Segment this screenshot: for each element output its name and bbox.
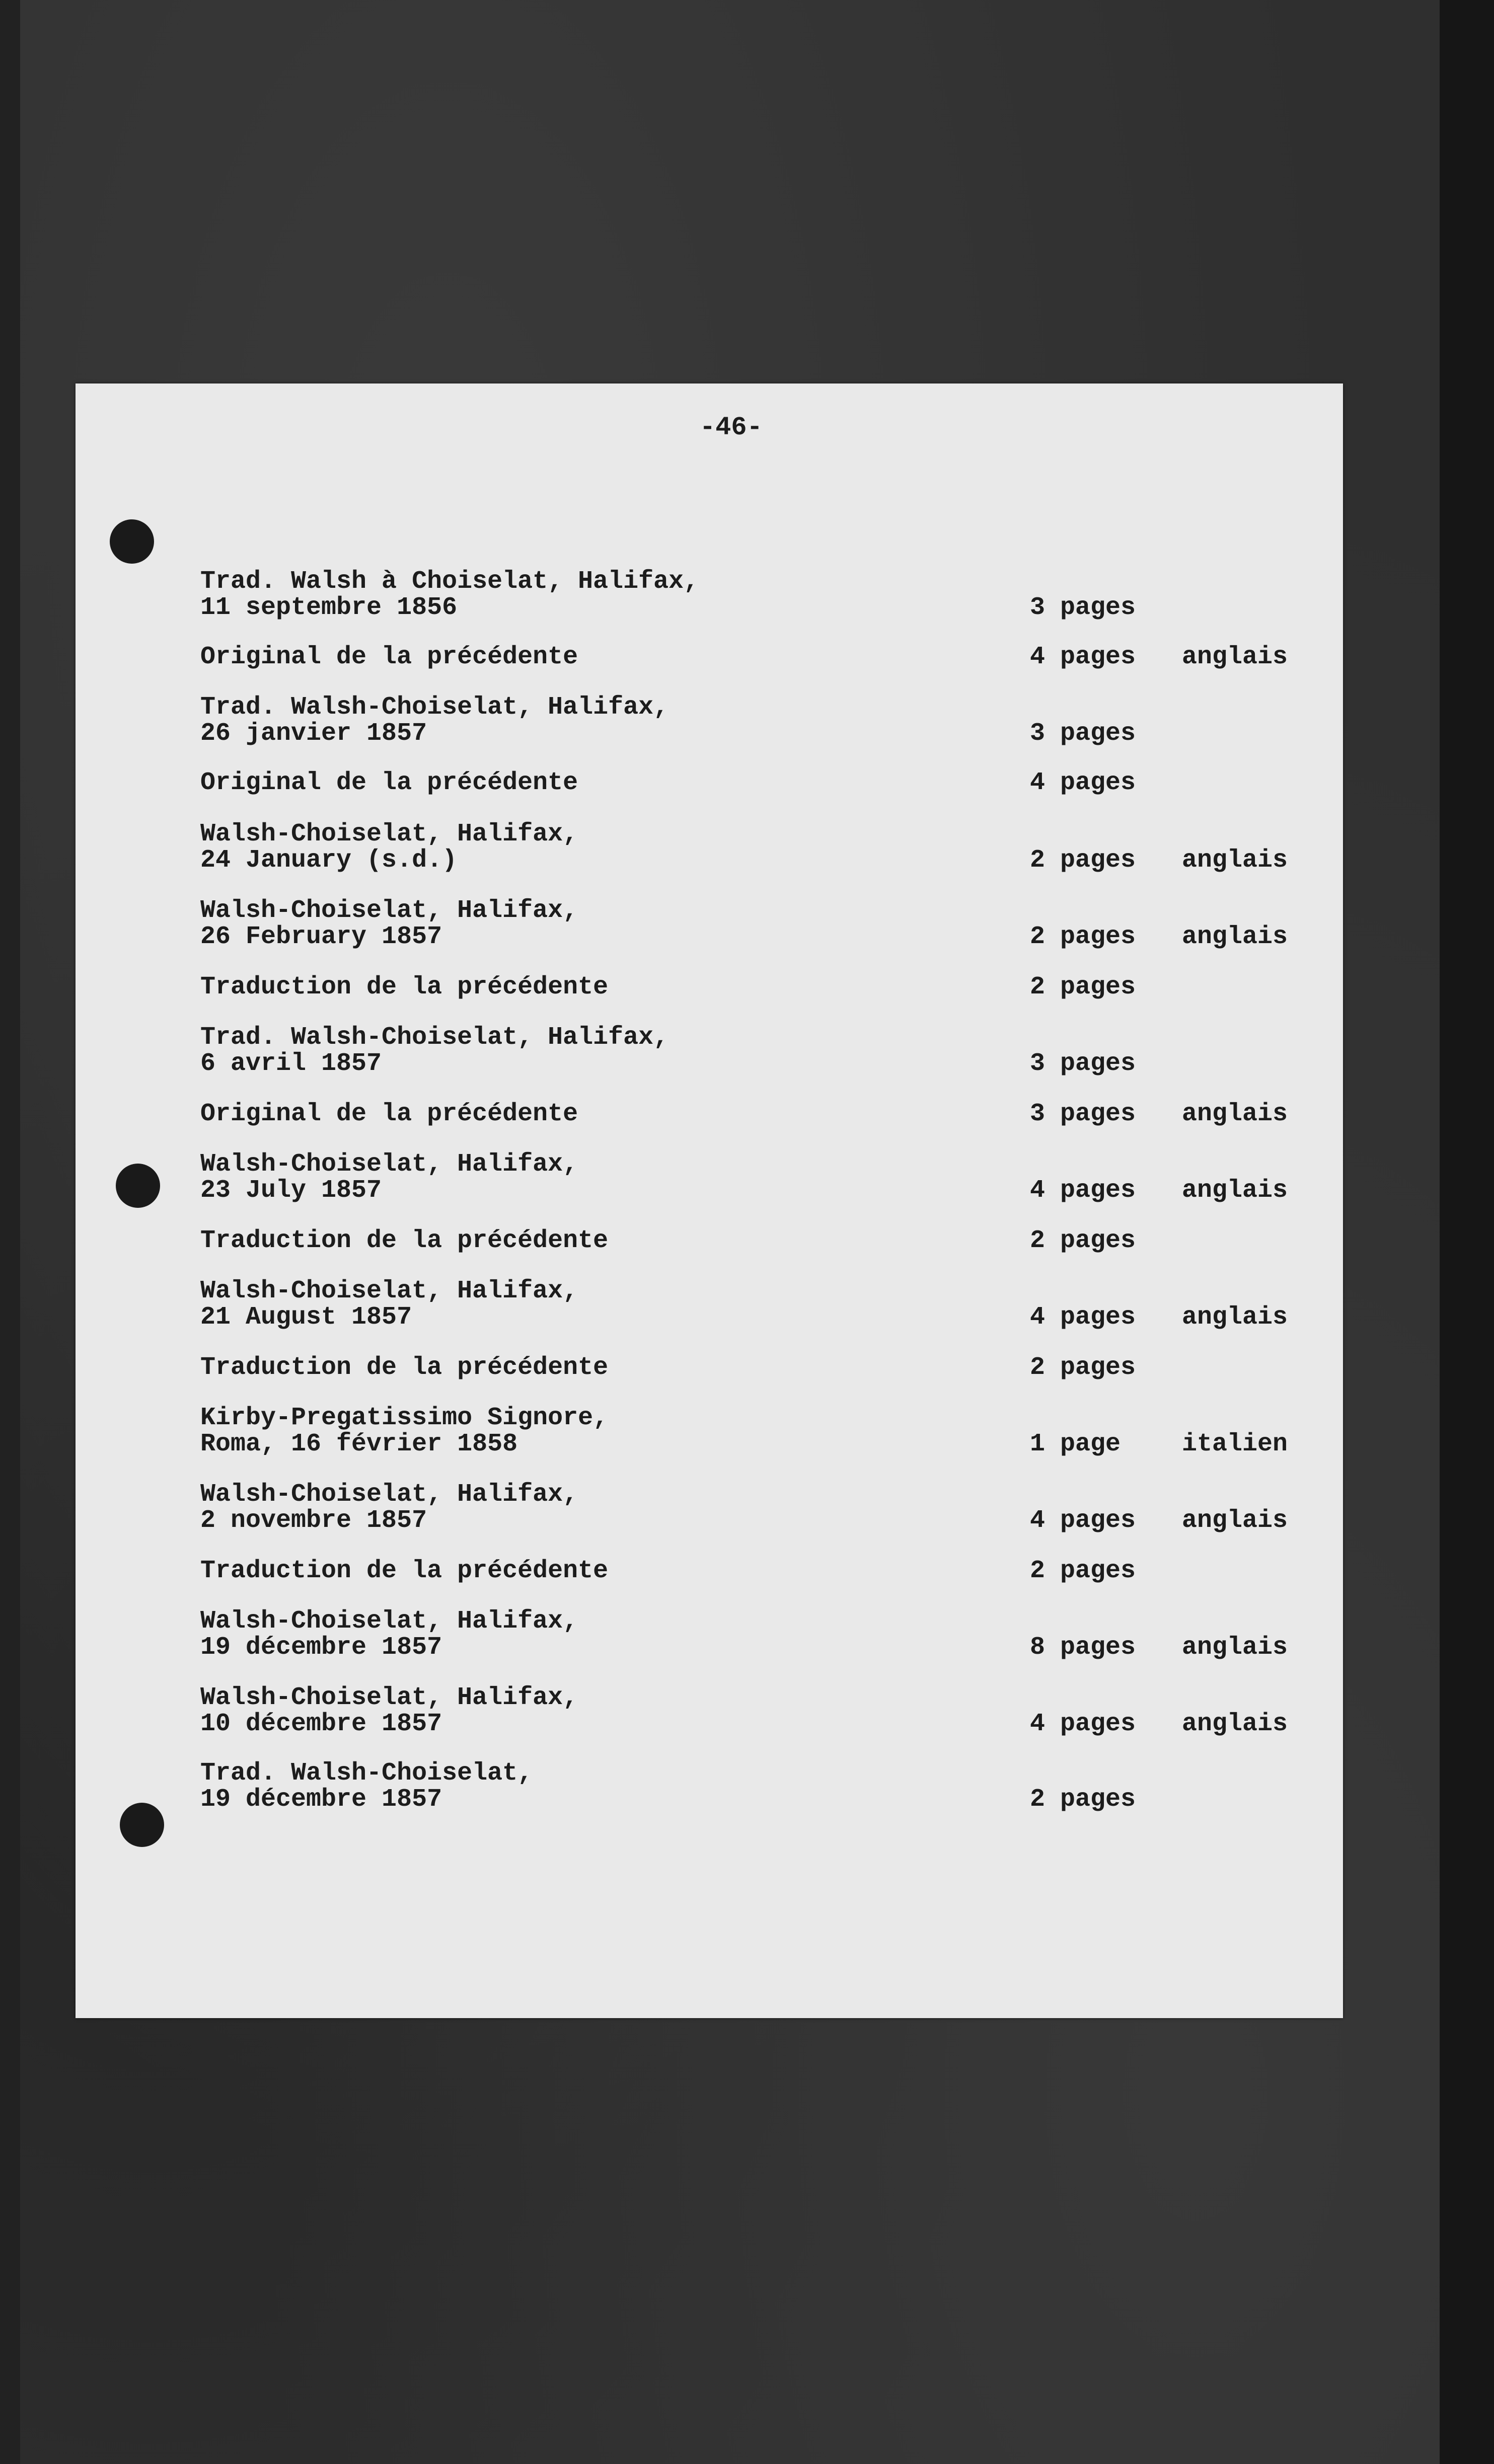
entry-pages: 2 pages — [1030, 973, 1136, 1002]
entry-language: anglais — [1182, 1506, 1288, 1535]
entry-pages: 4 pages — [1030, 1176, 1136, 1205]
entry-pages: 4 pages — [1030, 1710, 1136, 1738]
entry-pages: 2 pages — [1030, 1785, 1136, 1814]
entry-description: Trad. Walsh à Choiselat, Halifax, 11 septembre 1856 — [200, 567, 699, 622]
entry-language: anglais — [1182, 922, 1288, 951]
document-page — [76, 383, 1343, 2018]
entry-pages: 3 pages — [1030, 719, 1136, 748]
entry-description: Walsh-Choiselat, Halifax, 23 July 1857 — [200, 1150, 578, 1205]
entry-description: Trad. Walsh-Choiselat, Halifax, 26 janvier 1857 — [200, 693, 669, 748]
entry-language: italien — [1182, 1430, 1288, 1458]
entry-pages: 3 pages — [1030, 1100, 1136, 1128]
entry-description: Walsh-Choiselat, Halifax, 10 décembre 1857 — [200, 1683, 578, 1738]
entry-description: Walsh-Choiselat, Halifax, 24 January (s.d.) — [200, 820, 578, 875]
punch-hole-bottom — [120, 1803, 164, 1847]
scan-left-edge — [0, 0, 20, 2464]
entry-description: Traduction de la précédente — [200, 973, 609, 1002]
entry-language: anglais — [1182, 1100, 1288, 1128]
entry-pages: 2 pages — [1030, 1557, 1136, 1585]
entry-language: anglais — [1182, 846, 1288, 875]
entry-description: Trad. Walsh-Choiselat, 19 décembre 1857 — [200, 1759, 533, 1814]
entry-description: Walsh-Choiselat, Halifax, 26 February 1857 — [200, 896, 578, 951]
entry-pages: 2 pages — [1030, 1353, 1136, 1382]
entry-description: Traduction de la précédente — [200, 1226, 609, 1255]
entry-pages: 4 pages — [1030, 1303, 1136, 1332]
entry-pages: 2 pages — [1030, 846, 1136, 875]
entry-description: Trad. Walsh-Choiselat, Halifax, 6 avril 1857 — [200, 1023, 669, 1078]
entry-description: Walsh-Choiselat, Halifax, 21 August 1857 — [200, 1277, 578, 1332]
entry-pages: 1 page — [1030, 1430, 1121, 1458]
entry-pages: 2 pages — [1030, 922, 1136, 951]
punch-hole-top — [110, 519, 154, 564]
entry-pages: 4 pages — [1030, 768, 1136, 797]
entry-pages: 3 pages — [1030, 1049, 1136, 1078]
entry-pages: 8 pages — [1030, 1633, 1136, 1662]
entry-description: Original de la précédente — [200, 1100, 578, 1128]
entry-description: Traduction de la précédente — [200, 1353, 609, 1382]
entry-pages: 4 pages — [1030, 1506, 1136, 1535]
entry-language: anglais — [1182, 1633, 1288, 1662]
entry-language: anglais — [1182, 1710, 1288, 1738]
entry-pages: 2 pages — [1030, 1226, 1136, 1255]
entry-description: Original de la précédente — [200, 643, 578, 671]
entry-description: Kirby-Pregatissimo Signore, Roma, 16 février 1858 — [200, 1404, 609, 1458]
scan-right-edge — [1440, 0, 1494, 2464]
entry-pages: 4 pages — [1030, 643, 1136, 671]
entry-language: anglais — [1182, 1176, 1288, 1205]
entry-description: Traduction de la précédente — [200, 1557, 609, 1585]
entry-description: Walsh-Choiselat, Halifax, 19 décembre 1857 — [200, 1607, 578, 1662]
entry-description: Original de la précédente — [200, 768, 578, 797]
page-number: -46- — [700, 413, 763, 442]
punch-hole-middle — [116, 1164, 160, 1208]
entry-language: anglais — [1182, 643, 1288, 671]
entry-language: anglais — [1182, 1303, 1288, 1332]
entry-description: Walsh-Choiselat, Halifax, 2 novembre 1857 — [200, 1480, 578, 1535]
entry-pages: 3 pages — [1030, 593, 1136, 622]
